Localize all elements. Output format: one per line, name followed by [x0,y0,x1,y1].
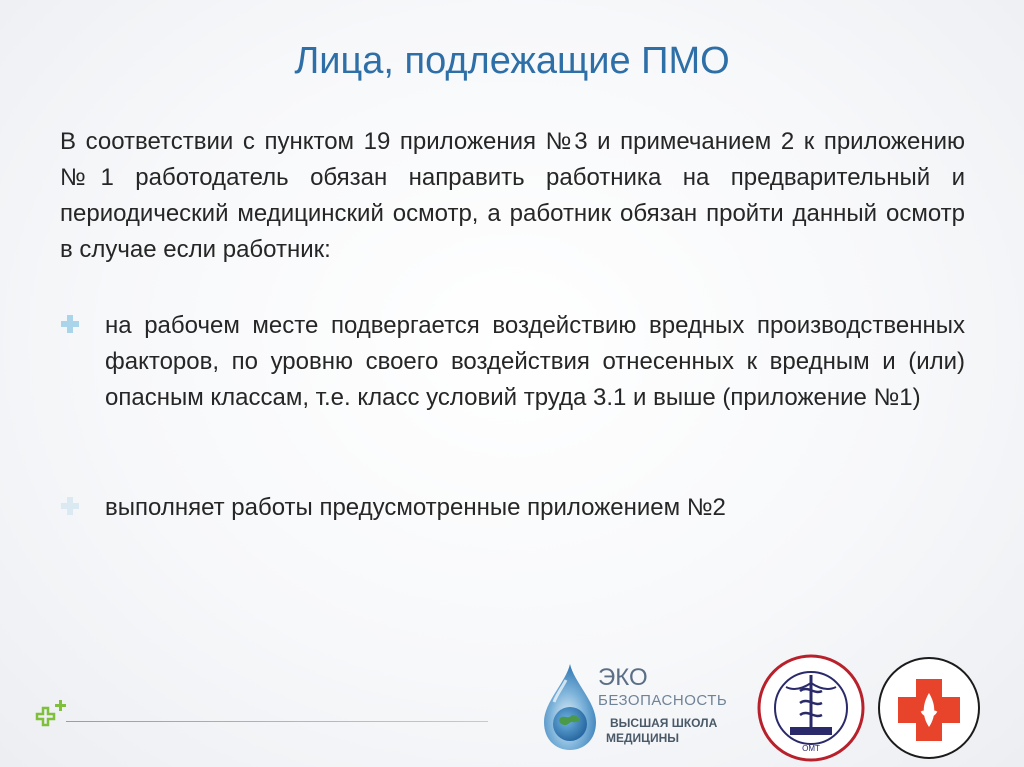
intro-paragraph: В соответствии с пунктом 19 приложения №3 и примечанием 2 к приложению №1 работодатель обязан направить работника на предварительный и периодический медицинский осмотр, а работник обязан пройти данный осмотр в случае если работник: [60,128,965,263]
bullet-item [60,490,965,526]
footer-divider [66,721,488,722]
school-line-2: МЕДИЦИНЫ [606,731,679,745]
clinics-association-logo [876,653,982,763]
green-plus-icon [33,698,69,728]
slide-title: Лица, подлежащие ПМО [294,40,730,82]
school-line-1: ВЫСШАЯ ШКОЛА [610,716,718,730]
eco-subtitle: БЕЗОПАСНОСТЬ [598,692,728,709]
plus-bullet-icon [60,314,80,334]
bullet-text: на рабочем месте подвергается воздействию вредных производственных факторов, по уровню своего воздействия отнесенных к вредным и (или) опасным классам, т.е. класс условий труда 3.1 и выше (приложение №1) [105,312,965,411]
bullet-text: выполняет работы предусмотренные приложением №2 [105,494,726,521]
academy-seal-logo [756,653,866,763]
bullet-item [60,308,965,416]
eco-title: ЭКО [598,664,648,691]
seal1-bottom: ОМТ [802,744,820,753]
plus-bullet-icon [60,496,80,516]
